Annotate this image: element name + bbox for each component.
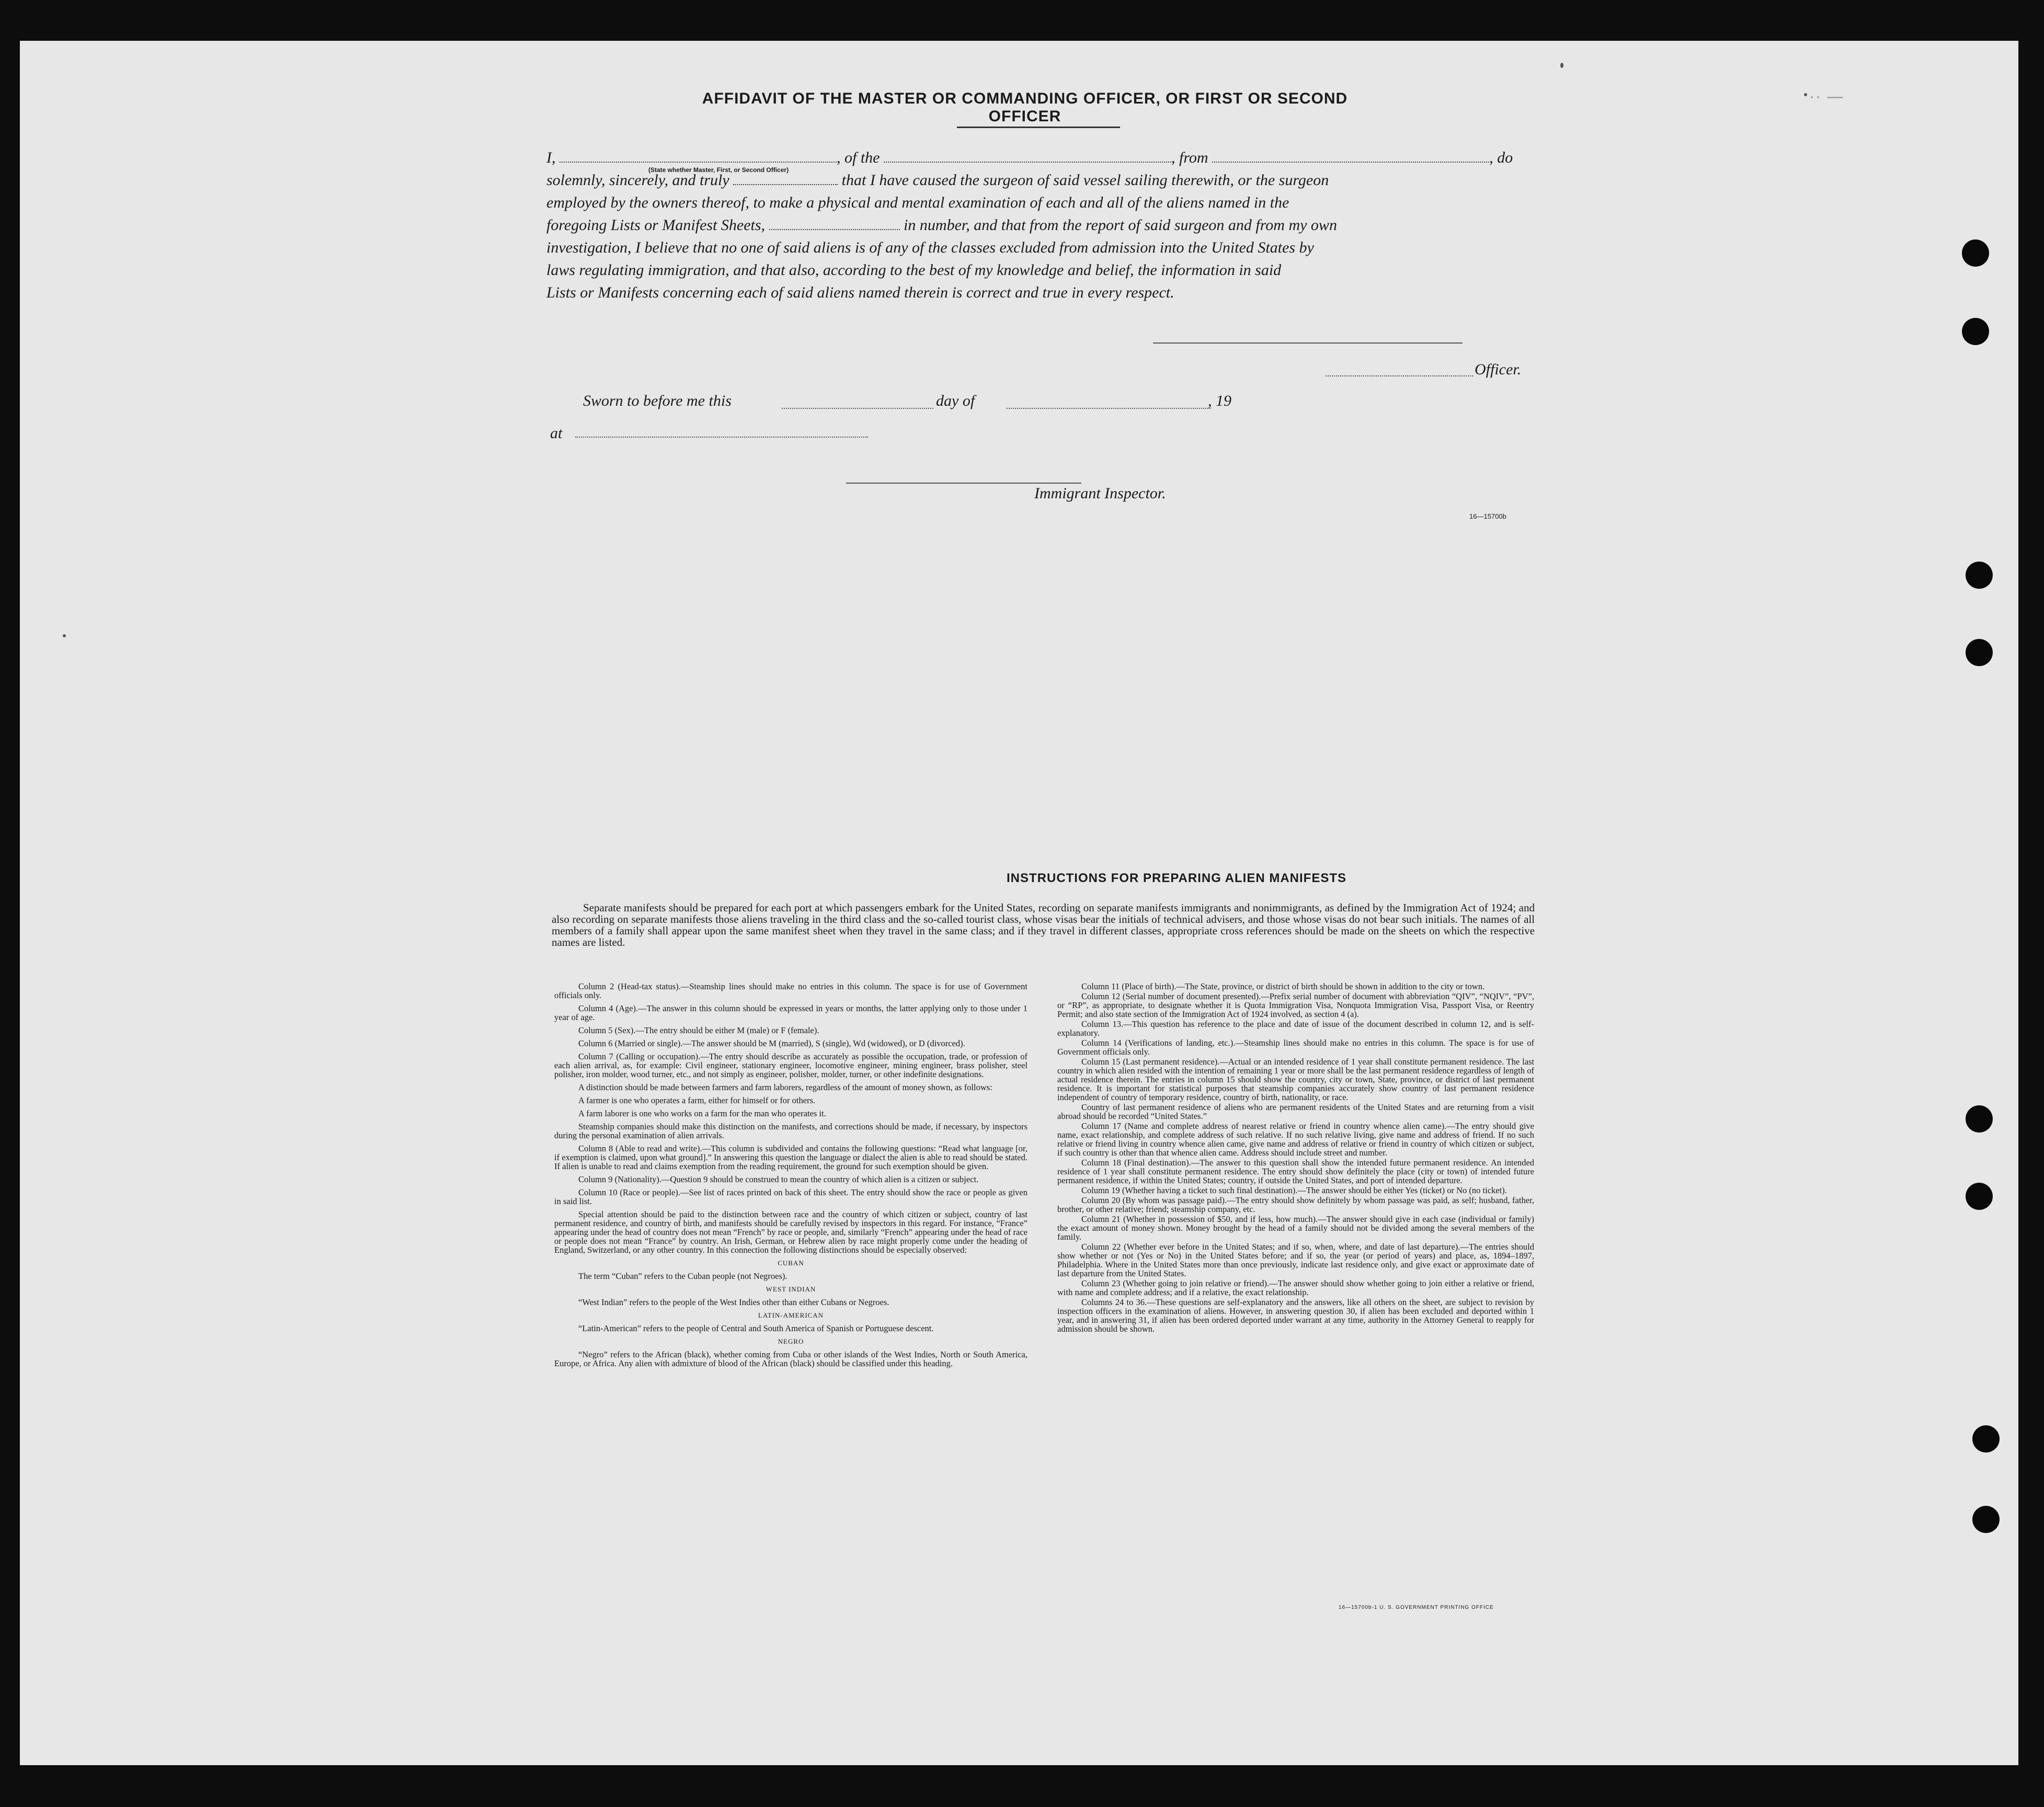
instruction-paragraph: Column 20 (By whom was passage paid).—The entry should show definitely by whom passage was paid, as self; husband, father, brother, or other relative; friend; steamship company, etc. <box>1057 1195 1534 1214</box>
affidavit-line-3: employed by the owners thereof, to make a physical and mental examination of each and all of the aliens named in the <box>546 194 1289 211</box>
section-heading: WEST INDIAN <box>766 1285 816 1293</box>
instruction-paragraph: Country of last permanent residence of aliens who are permanent residents of the United States and are returning from a visit abroad should be recorded “United States.” <box>1057 1102 1534 1121</box>
instruction-paragraph: Column 8 (Able to read and write).—This column is subdivided and contains the following questions: “Read what language [or, if exemption is claimed, upon what ground].” In answering this question the language or dialect the alien is able to read should be stated. If alien is unable to read and claims exemption from the reading requirement, the ground for such exemption should be given. <box>554 1143 1027 1171</box>
instruction-paragraph: Column 5 (Sex).—The entry should be either M (male) or F (female). <box>578 1025 819 1035</box>
scan-speck <box>63 634 66 637</box>
instruction-paragraph: “Latin-American” refers to the people of Central and South America of Spanish or Portuguese descent. <box>578 1323 934 1333</box>
affidavit-line-4: foregoing Lists or Manifest Sheets, in number, and that from the report of said surgeon and from my own <box>546 216 1337 234</box>
rank-subnote: (State whether Master, First, or Second Officer) <box>648 166 789 174</box>
scan-speck <box>1560 63 1563 68</box>
instruction-paragraph: A farmer is one who operates a farm, either for himself or for others. <box>578 1095 816 1105</box>
affidavit-line-5: investigation, I believe that no one of said aliens is of any of the classes excluded from admission into the United States by <box>546 239 1314 256</box>
section-heading: LATIN-AMERICAN <box>758 1311 824 1319</box>
instruction-paragraph: Column 12 (Serial number of document presented).—Prefix serial number of document with abbreviation “QIV”, “NQIV”, “PV”, or “RP”, as appropriate, to designate whether it is Quota Immigration Visa, Nonquota Immigration Visa, Passport Visa, or Reentry Permit; and also state section of the Immigration Act of 1924 involved, as section 4 (a). <box>1057 991 1534 1019</box>
inspector-label: Immigrant Inspector. <box>1034 485 1166 502</box>
punch-hole <box>1972 1425 2000 1453</box>
sworn-month-field[interactable] <box>1007 408 1211 409</box>
printing-office-footer: 16—15700b-1 U. S. GOVERNMENT PRINTING OFFICE <box>1339 1605 1494 1610</box>
instruction-paragraph: “Negro” refers to the African (black), whether coming from Cuba or other islands of the West Indies, North or South America, Europe, or Africa. Any alien with admixture of blood of the African (black) should be classified under this heading. <box>554 1349 1027 1368</box>
form-number: 16—15700b <box>1469 512 1506 520</box>
affidavit-line-2: solemnly, sincerely, and truly that I have caused the surgeon of said vessel sailing therewith, or the surgeon <box>546 171 1329 189</box>
affidavit-title: AFFIDAVIT OF THE MASTER OR COMMANDING OFFICER, OR FIRST OR SECOND OFFICER <box>702 90 1348 125</box>
affidavit-line-6: laws regulating immigration, and that also, according to the best of my knowledge and belief, the information in said <box>546 261 1282 279</box>
instruction-paragraph: The term “Cuban” refers to the Cuban people (not Negroes). <box>578 1271 787 1281</box>
vessel-name-field[interactable] <box>884 148 1171 163</box>
sworn-place-field[interactable] <box>575 437 868 438</box>
instruction-paragraph: Column 19 (Whether having a ticket to such final destination).—The answer should be either Yes (ticket) or No (no ticket). <box>1081 1185 1507 1195</box>
instruction-paragraph: Column 7 (Calling or occupation).—The entry should describe as accurately as possible the occupation, trade, or profession of each alien arrival, as, for example: Civil engineer, stationary engineer, locomotive engineer, mining engineer, brass polisher, steel polisher, iron molder, wood turner, etc., and not simply as engineer, polisher, molder, turner, or other indefinite designations. <box>554 1051 1027 1079</box>
instruction-paragraph: Column 22 (Whether ever before in the United States; and if so, when, where, and date of last departure).—The entries should show whether or not (Yes or No) in the United States before; and if so, the year (or period of years) and place, as, 1894–1897, Philadelphia. Where in the United States more than once previously, indicate last residence only, and give exact or approximate date of last departure from the United States. <box>1057 1242 1534 1278</box>
instruction-paragraph: Column 10 (Race or people).—See list of races printed on back of this sheet. The entry should show the race or people as given in said list. <box>554 1187 1027 1206</box>
instruction-paragraph: Column 23 (Whether going to join relative or friend).—The answer should show whether going to join either a relative or friend, with name and complete address; and if a relative, the exact relationship. <box>1057 1278 1534 1297</box>
punch-hole <box>1966 562 1993 589</box>
punch-hole <box>1966 639 1993 666</box>
instruction-paragraph: Columns 24 to 36.—These questions are self-explanatory and the answers, like all others on the sheet, are subject to revision by inspection officers in the examination of aliens. However, in answering question 30, if alien has been excluded and deported within 1 year, and in answering 31, if alien has been ordered deported under warrant at any time, authority in the Attorney General to reapply for admission should be shown. <box>1057 1297 1534 1334</box>
section-heading: CUBAN <box>778 1259 804 1267</box>
instruction-paragraph: Column 4 (Age).—The answer in this column should be expressed in years or months, the latter applying only to those under 1 year of age. <box>554 1003 1027 1022</box>
instruction-paragraph: “West Indian” refers to the people of the West Indies other than either Cubans or Negroes. <box>578 1297 889 1307</box>
instructions-intro: Separate manifests should be prepared for each port at which passengers embark for the United States, recording on separate manifests immigrants and nonimmigrants, as defined by the Immigration Act of 1924; and also recording on separate manifests those aliens traveling in the third class and the so-called tourist class, whose visas bear the initials of technical advisers, and those whose visas do not bear such initials. The names of all members of a family shall appear upon the same manifest sheet when they travel in the same class; and if they travel in different classes, appropriate cross references should be made on the sheets on which the respective names are listed. <box>552 901 1535 948</box>
instruction-paragraph: A distinction should be made between farmers and farm laborers, regardless of the amount of money shown, as follows: <box>578 1082 992 1092</box>
instruction-paragraph: Column 15 (Last permanent residence).—Actual or an intended residence of 1 year shall constitute permanent residence. The last country in which alien resided with the intention of remaining 1 year or more shall be the last permanent residence regardless of length of actual residence therein. The entries in column 15 should show the country, city or town, State, province, or district of last permanent residence. It is important for statistical purposes that steamship companies accurately show country of last permanent residence independent of country of temporary residence, country of birth, nationality, or race. <box>1057 1057 1534 1102</box>
instruction-paragraph: Column 13.—This question has reference to the place and date of issue of the document described in column 12, and is self-explanatory. <box>1057 1019 1534 1038</box>
officer-title-line[interactable] <box>1326 375 1473 376</box>
punch-hole <box>1962 239 1989 267</box>
inspector-signature-line[interactable] <box>846 483 1081 484</box>
affidavit-line-1: I, , of the , from , do <box>546 149 1513 166</box>
instructions-left-column <box>554 982 1027 1372</box>
sworn-label: Sworn to before me this <box>583 392 732 409</box>
instruction-paragraph: Column 9 (Nationality).—Question 9 should be construed to mean the country of which alien is a citizen or subject. <box>578 1174 979 1184</box>
instruction-paragraph: Special attention should be paid to the distinction between race and the country of which citizen or subject, country of last permanent residence, and country of birth, and manifests should be carefully revised by inspectors in this regard. For instance, “France” appearing under the head of country does not mean “French” by race or people, and, similarly “French” appearing under the head of race or people does not mean “France” by country. An Irish, German, or Hebrew alien by race might properly come under the heading of England, Switzerland, or any other country. In this connection the following distinctions should be especially observed: <box>554 1209 1027 1255</box>
faded-marking: ·· — <box>1809 88 1844 105</box>
officer-rank-field[interactable] <box>559 148 837 163</box>
affidavit-line-7: Lists or Manifests concerning each of said aliens named therein is correct and true in every respect. <box>546 284 1174 301</box>
year-label: , 19 <box>1208 392 1231 409</box>
punch-hole <box>1972 1506 2000 1533</box>
instruction-paragraph: Column 18 (Final destination).—The answer to this question shall show the intended future permanent residence. An intended residence of 1 year shall constitute permanent residence. The entry should show definitely the place (city or town) of intended future permanent residence, if within the United States; country, if outside the United States, and port of intended departure. <box>1057 1158 1534 1185</box>
day-of-label: day of <box>936 392 975 409</box>
scan-speck <box>1804 93 1807 96</box>
instructions-right-column <box>1057 982 1534 1334</box>
instruction-paragraph: Column 14 (Verifications of landing, etc.).—Steamship lines should make no entries in this column. The space is for use of Government officials only. <box>1057 1038 1534 1057</box>
officer-signature-line[interactable] <box>1153 342 1463 344</box>
at-label: at <box>550 425 563 442</box>
instruction-paragraph: Column 6 (Married or single).—The answer should be M (married), S (single), Wd (widowed), or D (divorced). <box>578 1038 965 1048</box>
punch-hole <box>1966 1105 1993 1133</box>
instruction-paragraph: Column 2 (Head-tax status).—Steamship lines should make no entries in this column. The space is for use of Government officials only. <box>554 981 1027 1000</box>
instructions-title: INSTRUCTIONS FOR PREPARING ALIEN MANIFESTS <box>1006 871 1346 885</box>
instruction-paragraph: Column 17 (Name and complete address of nearest relative or friend in country whence alien came).—The entry should give name, exact relationship, and complete address of such relative. If no such relative living, give name and address of friend. If no such relative or friend living in country whence alien came, give name and address of relative or friend in country of which citizen or subject, if such country is other than that whence alien came. Address should include street and number. <box>1057 1121 1534 1158</box>
instruction-paragraph: Column 11 (Place of birth).—The State, province, or district of birth should be shown in addition to the city or town. <box>1081 981 1485 991</box>
instruction-paragraph: A farm laborer is one who works on a farm for the man who operates it. <box>578 1108 826 1118</box>
officer-label: Officer. <box>1475 361 1522 378</box>
instruction-paragraph: Column 21 (Whether in possession of $50, and if less, how much).—The answer should give in each case (individual or family) the exact amount of money shown. Money brought by the head of a family should not be divided among the several members of the family. <box>1057 1214 1534 1242</box>
departure-port-field[interactable] <box>1212 148 1489 163</box>
instruction-paragraph: Steamship companies should make this distinction on the manifests, and corrections should be made, if necessary, by inspectors during the personal examination of alien arrivals. <box>554 1122 1027 1140</box>
sheet-count-field[interactable] <box>769 215 900 230</box>
title-underline <box>957 127 1120 128</box>
punch-hole <box>1962 318 1989 345</box>
sworn-date-field[interactable] <box>782 408 933 409</box>
section-heading: NEGRO <box>778 1337 804 1345</box>
punch-hole <box>1966 1183 1993 1210</box>
